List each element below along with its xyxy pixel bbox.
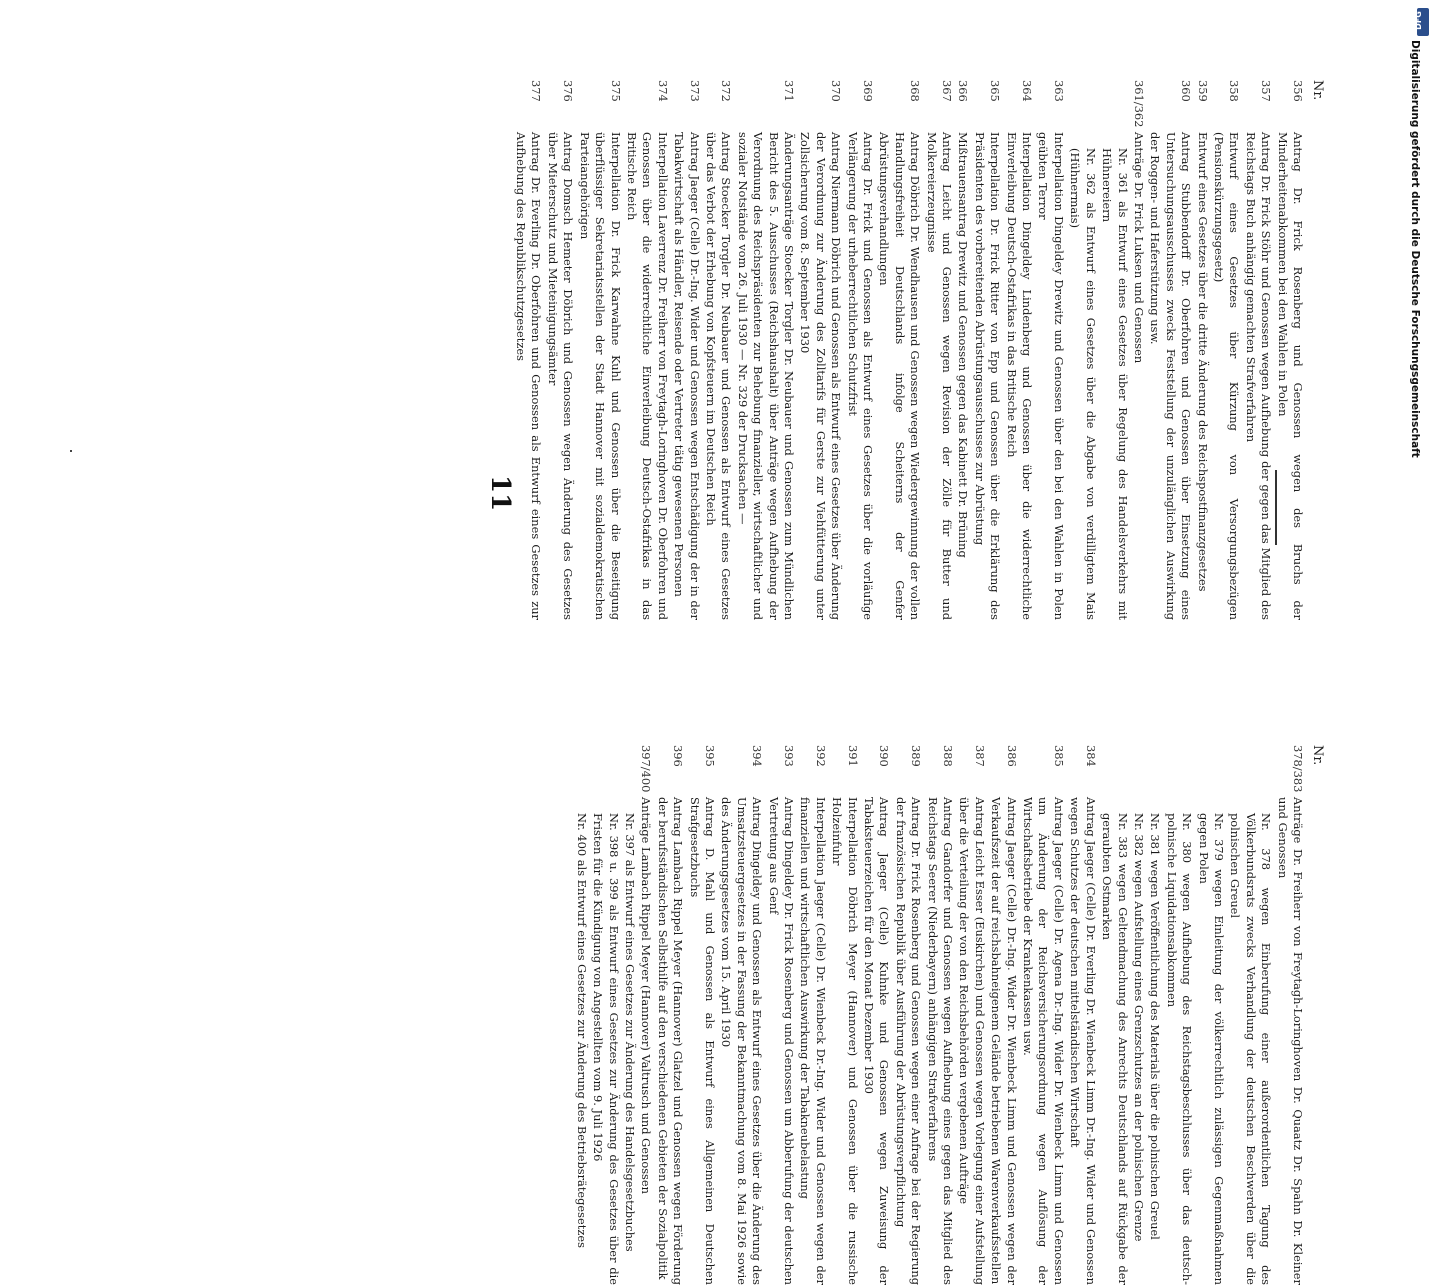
entry-number: 377 [529,80,544,102]
sub-entry: Nr. 383 wegen Geltendmachung des Anrechts Deutschlands auf Rückgabe der geraubten Ostmarken [1100,813,1130,1285]
entry-text: Antrag D. Mahl und Genossen als Entwurf eines Allgemeinen Deutschen Strafgesetzbuchs [687,797,717,1285]
entry-text: Antrag Dingeldey Dr. Frick Rosenberg und Genossen um Abberufung der deutschen Vertretung aus Genf [766,797,796,1285]
entry-text: Anträge Dr. Freiherr von Freytagh-Loringhoven Dr. Quaatz Dr. Spahn Dr. Kleiner und Genossen [1275,797,1305,1285]
entry-text: Antrag Döbrich Dr. Wendhausen und Genossen wegen Wiedergewinnung der vollen Handlungsfreiheit Deutschlands infolge Scheiterns der Genfer Abrüstungsverhandlungen [877,132,923,620]
entry-number: 394 [750,745,765,767]
sub-entry: Nr. 379 wegen Einleitung der völkerrechtlich zulässigen Gegenmaßnahmen gegen Polen [1196,813,1226,1285]
entry-number: 369 [861,80,876,102]
entry-text: Antrag Dingeldey und Genossen als Entwurf eines Gesetzes über die Änderung des Umsatzsteuergesetzes in der Fassung der Bekanntmachung vom 8. Mai 1926 sowie des Änderungsgesetzes vom 15. April 1930 [719,797,765,1285]
entry-number: 387 [972,745,987,767]
entry-number: 360 [1179,80,1194,102]
list-item [876,80,922,620]
entry-number: 384 [1083,745,1098,767]
list-item [1211,80,1242,620]
entry-text: Antrag Leicht Esser (Euskirchen) und Genossen wegen Vorlegung einer Aufstellung über die Verteilung der von den Reichsbehörden vergebenen Aufträge [957,797,987,1285]
separator-line [1275,470,1277,545]
list-item [956,745,987,1285]
entry-text: Antrag Jaeger (Celle) Kuhnke und Genossen wegen Zuweisung der Tabaksteuerzeichen für den Monat Dezember 1930 [862,797,892,1285]
entry-number: 376 [561,80,576,102]
list-item [1274,745,1305,1285]
list-item [829,745,860,1285]
entry-number: 361/362 [1131,80,1146,128]
list-item [923,80,954,620]
entry-text: Entwurf eines Gesetzes über die dritte Änderung des Reichspostfinanzgesetzes [1195,132,1210,592]
rotated-content [120,80,1325,1285]
list-item [576,80,622,620]
list-item [1147,80,1193,620]
entry-number: 358 [1227,80,1242,102]
dfg-logo-text: DFG [1413,11,1423,30]
sub-entry: Nr. 381 wegen Veröffentlichung des Materials über die polnischen Greuel [1148,813,1163,1240]
entry-number: 368 [908,80,923,102]
entry-text: Interpellation Döbrich Meyer (Hannover) und Genossen über die russische Holzeinfuhr [830,797,860,1285]
sub-entry: Nr. 398 u. 399 als Entwurf eines Gesetzes zur Änderung des Gesetzes über die Fristen für die Kündigung von Angestellten vom 9. Juli 1926 [591,813,621,1285]
list-item [955,80,970,620]
sub-entry: Nr. 397 als Entwurf eines Gesetzes zur Änderung des Handelsgesetzbuches [622,813,637,1252]
entry-number: 366 [956,80,971,102]
entry-text: Antrag Leicht und Genossen wegen Revision der Zölle für Butter und Molkereierzeugnisse [924,132,955,620]
entry-text: Antrag Dr. Frick Stöhr und Genossen wegen Aufhebung der gegen das Mitglied des Reichstags Buch anhängig gemachten Strafverfahren [1243,132,1274,620]
entry-text: Interpellation Jaeger (Celle) Dr. Wienbeck Dr.-Ing. Wider und Genossen wegen der finanziellen und wirtschaftlichen Auswirkung der Tabakneubelastung [798,797,828,1285]
list-item [765,745,796,1285]
entry-number: 386 [1004,745,1019,767]
entry-text: Antrag Jaeger (Celle) Dr. Everling Dr. Wienbeck Limm Dr.-Ing. Wider und Genossen wegen Schutzes der deutschen mittelständischen Wirtschaft [1068,797,1098,1285]
left-column [512,80,1305,620]
list-item [545,80,576,620]
sub-entry: Nr. 382 wegen Aufstellung eines Grenzschutzes an der polnischen Grenze [1131,813,1146,1242]
list-item [892,745,923,1285]
entry-text: Anträge Dr. Frick Luksen und Genossen [1131,132,1146,364]
list-item [1067,745,1098,1285]
entry-number: 390 [877,745,892,767]
dfg-logo [1413,8,1429,36]
entry-number: 370 [829,80,844,102]
entry-text: Antrag Jaeger (Celle) Dr. Agena Dr.-Ing. Wider Dr. Wienbeck Limm und Genossen um Änderung der Reichsversicherungsordnung wegen Auflösung der Wirtschaftsbetriebe der Krankenkassen usw. [1021,797,1066,1285]
entry-text: Interpellation Dingeldey Drewitz und Genossen über den bei den Wahlen in Polen geübten Terror [1036,132,1066,620]
list-item [1274,80,1305,620]
list-item [1035,80,1066,620]
entry-number: 365 [988,80,1003,102]
list-item [734,80,796,620]
entry-text: Interpellation Dr. Frick Karwahne Kuhl und Genossen über die Beseitigung überflüssiger Sekretariatsstellen der Stadt Hannover mit sozialdemokratischen Parteiangehörigen [577,132,623,620]
list-item [988,745,1019,1285]
entry-number: 357 [1259,80,1274,102]
entry-number: 372 [719,80,734,102]
digitization-note: Digitalisierung gefördert durch die Deutsche Forschungsgemeinschaft [1409,40,1421,458]
list-item [924,745,955,1285]
sub-entry: Nr. 362 als Entwurf eines Gesetzes über die Abgabe von verdilligtem Mais (Hühnermais) [1068,148,1098,620]
entry-number: 378/383 [1291,745,1305,793]
entry-text: Antrag Dr. Everling Dr. Oberfohren und Genossen als Entwurf eines Gesetzes zur Aufhebung des Republikschutzgesetzes [514,132,544,620]
entry-number: 393 [782,745,796,767]
list-item [1131,80,1146,620]
list-item [703,80,734,620]
list-item [624,80,670,620]
list-item [797,80,843,620]
entry-number: 375 [608,80,623,102]
entry-text: Interpellation Laverrenz Dr. Freiherr von Freytagh-Loringhoven Dr. Oberfohren und Genossen über die widerrechtliche Einverleibung Deutsch-Ostafrikas in das Britische Reich [624,132,670,620]
list-item [686,745,717,1285]
sub-entry: Nr. 378 wegen Einberufung einer außerordentlichen Tagung des Völkerbundsrats zwecks Verhandlung der deutschen Beschwerden über die polnischen Greuel [1228,813,1274,1285]
entry-text: Antrag Dr. Frick Rosenberg und Genossen wegen des Bruchs der Minderheitenabkommen bei den Wahlen in Polen [1275,132,1305,620]
sub-entry: Nr. 400 als Entwurf eines Gesetzes zur Änderung des Betriebsrätegesetzes [574,813,589,1248]
speck [70,450,72,452]
entry-text: Antrag Gandorfer und Genossen wegen Aufhebung eines gegen das Mitglied des Reichstags Seerer (Niederbayern) anhängigen Strafverfahrens [925,797,956,1285]
entry-number: 374 [655,80,670,102]
entry-number: 397/400 [639,745,654,793]
entry-text: Antrag Dr. Frick Rosenberg und Genossen wegen einer Anfrage bei der Regierung der französischen Republik über Ausführung der Abrüstungsverpflichtung [893,797,924,1285]
list-item [1194,80,1209,620]
entry-number: 373 [687,80,702,102]
entry-number: 396 [671,745,686,767]
entry-text: Entwurf eines Gesetzes über Kürzung von Versorgungsbezügen (Pensionskürzungsgesetz) [1211,132,1242,620]
list-item [1242,80,1273,620]
list-item [971,80,1002,620]
column-heading-right: Nr. [1310,745,1325,766]
entry-number: 371 [782,80,796,102]
list-item [654,745,685,1285]
entry-text: Antrag Lambach Rippel Meyer (Hannover) Glatzel und Genossen wegen Förderung der berufsständischen Selbsthilfe auf den verschiedenen Gebieten der Sozialpolitik [655,797,686,1285]
page-number: 11 [485,475,515,512]
right-column [572,745,1305,1285]
list-item [844,80,875,620]
entry-text: Änderungsanträge Stoecker Torgler Dr. Neubauer und Genossen zum Mündlichen Bericht des 5. Ausschusses (Reichshaushalt) über Anträge wegen Aufhebung der Verordnung des Reichspräsidenten zur Behebung finanzieller, wirtschaftlicher und sozialer Notstände vom 26. Juli 1930 — Nr. 329 der Drucksachen — [735,132,796,620]
entry-number: 388 [941,745,956,767]
entry-text: Antrag Jaeger (Celle) Dr.-Ing. Wider Dr. Wienbeck Limm und Genossen wegen der Verkaufszeit der auf reichsbahneigenem Gelände betriebenen Warenverkaufsstellen [989,797,1019,1285]
list-item [797,745,828,1285]
entry-number: 363 [1051,80,1066,102]
list-item [1003,80,1034,620]
entry-number: 391 [845,745,860,767]
list-item [638,745,653,1285]
list-item [671,80,702,620]
entry-number: 385 [1051,745,1066,767]
column-heading-left: Nr. [1310,80,1325,101]
entry-text: Interpellation Dr. Frick Ritter von Epp und Genossen über die Erklärung des Präsidenten des vorbereitenden Abrüstungsausschusses zur Abrüstung [972,132,1003,620]
entry-number: 364 [1020,80,1035,102]
entry-text: Anträge Lambach Rippel Meyer (Hannover) Valtrusch und Genossen [639,797,654,1194]
entry-number: 389 [909,745,924,767]
list-item [718,745,764,1285]
entry-text: Antrag Stoecker Torgler Dr. Neubauer und Genossen als Entwurf eines Gesetzes über das Verbot der Erhebung von Kopfsteuern im Deutschen Reich [703,132,734,620]
entry-number: 395 [702,745,717,767]
sub-entry: Nr. 380 wegen Aufhebung des Reichstagsbeschlusses über das deutsch-polnische Liquidationsabkommen [1164,813,1195,1285]
entry-text: Antrag Dr. Frick und Genossen als Entwurf eines Gesetzes über die vorläufige Verlängerung der urheberrechtlichen Schutzfrist [845,132,876,620]
entry-text: Antrag Niermann Döbrich und Genossen als Entwurf eines Gesetzes über Änderung der Verordnung zur Änderung des Zolltarifs für Gerste zur Viehfütterung unter Zollsicherung vom 8. September 1930 [798,132,844,620]
entry-number: 356 [1291,80,1305,102]
list-item [1020,745,1066,1285]
entry-text: Mißtrauensantrag Drewitz und Genossen gegen das Kabinett Dr. Brüning [956,132,971,558]
entry-number: 359 [1195,80,1210,102]
entry-text: Antrag Stubbendorff Dr. Oberfohren und Genossen über Einsetzung eines Untersuchungsausschusses zwecks Feststellung der unzulänglichen Auswirkung der Roggen- und Haferstützung usw. [1148,132,1194,620]
list-item [513,80,544,620]
entry-text: Antrag Jaeger (Celle) Dr.-Ing. Wider und Genossen wegen Entschädigung der in der Tabakwirtschaft als Händler, Reisende oder Vertreter tätig gewesenen Personen [672,132,702,620]
entry-number: 392 [813,745,828,767]
list-item [861,745,892,1285]
entry-text: Antrag Domsch Hemeter Döbrich und Genossen wegen Änderung des Gesetzes über Mieterschutz und Mieteinigungsämter [545,132,576,620]
sub-entry: Nr. 361 als Entwurf eines Gesetzes über Regelung des Handelsverkehrs mit Hühnereiern [1100,148,1130,620]
entry-text: Interpellation Dingeldey Lindenberg und Genossen über die widerrechtliche Einverleibung Deutsch-Ostafrikas in das Britische Reich [1004,132,1035,620]
entry-number: 367 [940,80,955,102]
